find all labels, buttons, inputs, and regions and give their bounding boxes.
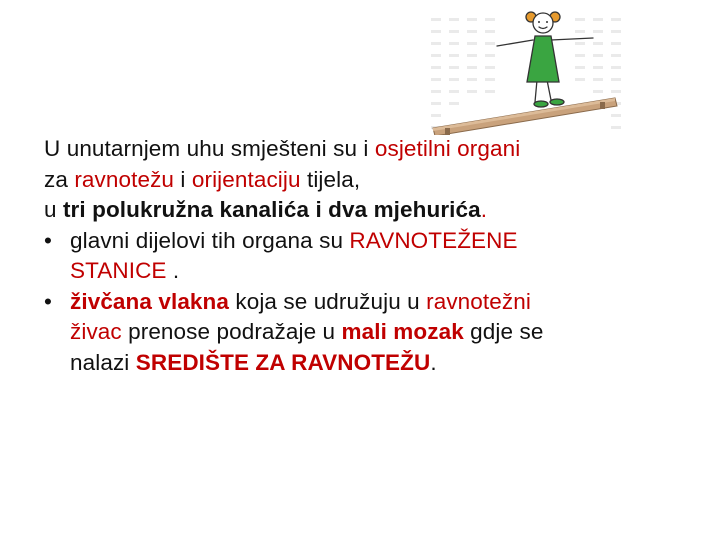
bullet-2-line-2 <box>70 317 694 348</box>
text-line-2 <box>44 165 694 196</box>
girl-figure <box>497 12 593 107</box>
bullet-1-line-1 <box>70 226 694 257</box>
text-block <box>44 134 694 378</box>
highlight-mali-mozak: mali mozak <box>341 319 464 344</box>
highlight-ravnotezene: RAVNOTEŽENE <box>349 227 518 253</box>
text-run: U unutarnjem uhu smješteni su i <box>44 136 375 161</box>
text-run: i <box>174 166 192 192</box>
text-run: nalazi <box>70 349 136 375</box>
bullet-item-1 <box>44 226 694 287</box>
text-run: koja se udružuju u <box>229 288 427 314</box>
text-run: . <box>430 349 437 375</box>
highlight-srediste-za-ravnotezu: SREDIŠTE ZA RAVNOTEŽU <box>135 349 431 375</box>
highlight-osjetilni-organi: osjetilni organi <box>374 136 521 161</box>
highlight-zivcana-vlakna: živčana vlakna <box>70 288 229 314</box>
bullet-icon: • <box>44 288 52 314</box>
highlight-zivac: živac <box>70 319 122 344</box>
text-run: u <box>44 197 63 222</box>
bullet-item-2 <box>44 287 694 379</box>
bullet-icon: • <box>44 227 52 253</box>
bullet-1-line-2 <box>70 256 694 287</box>
text-run: . <box>166 258 180 283</box>
text-run: tijela, <box>300 166 361 192</box>
highlight-ravnotezu: ravnotežu <box>74 166 175 192</box>
bullet-2-line-1 <box>70 287 694 318</box>
highlight-ravnotezni: ravnotežni <box>426 288 531 314</box>
text-run: glavni dijelovi tih organa su <box>70 227 350 253</box>
highlight-polukruzna-kanalica: tri polukružna kanalića i dva mjehurića <box>62 197 481 222</box>
text-line-1 <box>44 134 694 165</box>
text-line-3 <box>44 195 694 226</box>
text-run: gdje se <box>463 319 544 344</box>
bullet-2-line-3 <box>70 348 694 379</box>
highlight-orijentaciju: orijentaciju <box>191 166 301 192</box>
girl-on-balance-beam-icon <box>425 10 625 135</box>
text-run: za <box>44 166 75 192</box>
text-run: . <box>480 197 488 222</box>
text-run: prenose podražaje u <box>121 319 342 344</box>
highlight-stanice: STANICE <box>70 258 167 283</box>
balance-beam <box>433 98 617 135</box>
